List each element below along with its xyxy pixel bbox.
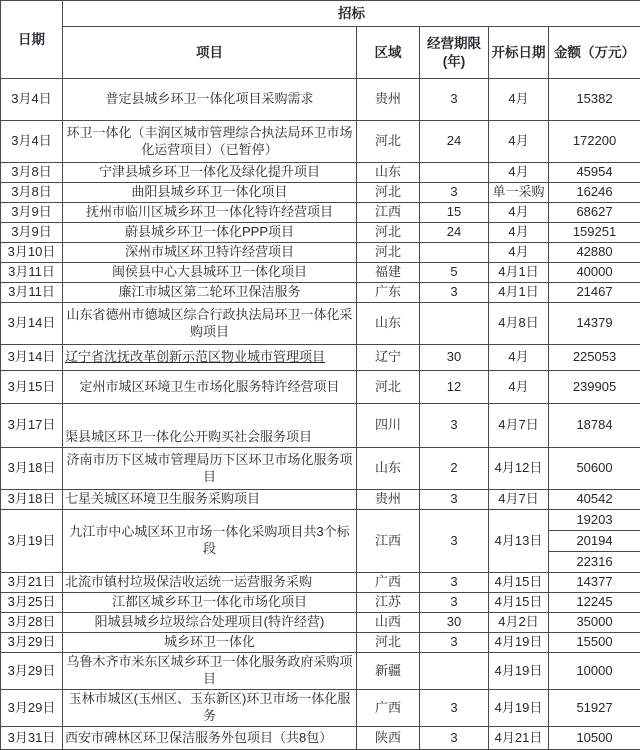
date-cell: 3月19日 [1,510,63,573]
date-cell: 3月4日 [1,79,63,121]
years-cell: 3 [420,593,489,613]
years-cell: 15 [420,203,489,223]
open-date-cell: 4月13日 [489,510,549,573]
table-row [1,283,640,303]
years-cell: 3 [420,404,489,448]
open-date-cell: 4月 [489,163,549,183]
date-cell: 3月15日 [1,371,63,404]
date-cell: 3月11日 [1,283,63,303]
years-cell: 30 [420,613,489,633]
table-row [1,653,640,690]
open-date-cell: 4月19日 [489,653,549,690]
header-columns-row [1,27,640,79]
region-cell: 新疆 [357,653,420,690]
project-cell: 闽侯县中心大县城环卫一体化项目 [63,263,357,283]
date-cell: 3月8日 [1,183,63,203]
open-date-cell: 4月 [489,371,549,404]
project-cell: 辽宁省沈抚改革创新示范区物业城市管理项目 [63,345,357,371]
date-cell: 3月10日 [1,243,63,263]
table-row [1,223,640,243]
region-cell: 陕西 [357,727,420,750]
open-date-cell: 4月 [489,121,549,163]
region-cell: 河北 [357,121,420,163]
open-date-cell: 4月7日 [489,404,549,448]
region-cell: 四川 [357,404,420,448]
date-cell: 3月29日 [1,653,63,690]
table-row [1,613,640,633]
project-cell: 乌鲁木齐市米东区城乡环卫一体化服务政府采购项目 [63,653,357,690]
table-header [1,1,640,79]
open-date-cell: 4月 [489,345,549,371]
table-row [1,490,640,510]
bid-table-body [1,79,640,750]
years-cell: 3 [420,510,489,573]
date-cell: 3月4日 [1,121,63,163]
open-date-cell: 4月8日 [489,303,549,345]
years-cell [420,163,489,183]
years-cell [420,303,489,345]
amount-cell: 15500 [549,633,640,653]
amount-cell: 239905 [549,371,640,404]
open-date-cell: 4月15日 [489,573,549,593]
table-row [1,79,640,121]
date-cell: 3月11日 [1,263,63,283]
date-cell: 3月14日 [1,345,63,371]
table-row [1,163,640,183]
region-cell: 广西 [357,690,420,727]
years-cell: 3 [420,283,489,303]
years-cell: 24 [420,121,489,163]
years-cell: 30 [420,345,489,371]
open-date-column-header: 开标日期 [489,27,549,79]
open-date-cell: 4月15日 [489,593,549,613]
amount-cell: 159251 [549,223,640,243]
years-cell: 3 [420,690,489,727]
years-cell: 2 [420,448,489,490]
region-cell: 山东 [357,303,420,345]
region-column-header: 区域 [357,27,420,79]
region-cell: 福建 [357,263,420,283]
years-cell [420,653,489,690]
project-cell: 西安市碑林区环卫保洁服务外包项目（共8包） [63,727,357,750]
years-cell: 3 [420,573,489,593]
amount-cell: 20194 [549,531,640,552]
open-date-cell: 4月1日 [489,263,549,283]
open-date-cell: 4月21日 [489,727,549,750]
table-row [1,203,640,223]
years-cell [420,243,489,263]
open-date-cell: 4月2日 [489,613,549,633]
project-cell: 普定县城乡环卫一体化项目采购需求 [63,79,357,121]
open-date-cell: 4月7日 [489,490,549,510]
table-row [1,345,640,371]
region-cell: 广东 [357,283,420,303]
amount-cell: 51927 [549,690,640,727]
table-row [1,448,640,490]
project-cell: 城乡环卫一体化 [63,633,357,653]
amount-cell: 45954 [549,163,640,183]
date-cell: 3月28日 [1,613,63,633]
table-row [1,510,640,531]
amount-cell: 40542 [549,490,640,510]
years-column-header: 经营期限(年) [420,27,489,79]
amount-cell: 50600 [549,448,640,490]
project-cell: 曲阳县城乡环卫一体化项目 [63,183,357,203]
project-cell: 环卫一体化（丰润区城市管理综合执法局环卫市场化运营项目）（已暂停） [63,121,357,163]
project-cell: 玉林市城区(玉州区、玉东新区)环卫市场一体化服务 [63,690,357,727]
table-row [1,243,640,263]
open-date-cell: 4月1日 [489,283,549,303]
amount-cell: 18784 [549,404,640,448]
project-cell: 九江市中心城区环卫市场一体化采购项目共3个标段 [63,510,357,573]
region-cell: 江苏 [357,593,420,613]
years-cell: 3 [420,633,489,653]
project-cell: 渠县城区环卫一体化公开购买社会服务项目 [63,404,357,448]
project-cell: 阳城县城乡垃圾综合处理项目(特许经营) [63,613,357,633]
table-row [1,303,640,345]
project-cell: 宁津县城乡环卫一体化及绿化提升项目 [63,163,357,183]
amount-cell: 16246 [549,183,640,203]
table-row [1,371,640,404]
table-row [1,633,640,653]
table-row [1,690,640,727]
amount-cell: 14379 [549,303,640,345]
open-date-cell: 4月 [489,223,549,243]
date-cell: 3月29日 [1,633,63,653]
years-cell: 24 [420,223,489,243]
region-cell: 江西 [357,203,420,223]
project-cell: 北流市镇村垃圾保洁收运统一运营服务采购 [63,573,357,593]
date-cell: 3月25日 [1,593,63,613]
project-cell: 深州市城区环卫特许经营项目 [63,243,357,263]
amount-cell: 10500 [549,727,640,750]
amount-cell: 19203 [549,510,640,531]
region-cell: 江西 [357,510,420,573]
date-cell: 3月9日 [1,203,63,223]
table-row [1,727,640,750]
amount-cell: 42880 [549,243,640,263]
date-cell: 3月8日 [1,163,63,183]
region-cell: 山东 [357,448,420,490]
amount-cell: 12245 [549,593,640,613]
table-row [1,183,640,203]
years-cell: 12 [420,371,489,404]
years-cell: 3 [420,79,489,121]
project-cell: 山东省德州市德城区综合行政执法局环卫一体化采购项目 [63,303,357,345]
years-cell: 3 [420,183,489,203]
open-date-cell: 4月12日 [489,448,549,490]
amount-cell: 14377 [549,573,640,593]
project-cell: 定州市城区环境卫生市场化服务特许经营项目 [63,371,357,404]
amount-cell: 68627 [549,203,640,223]
region-cell: 山西 [357,613,420,633]
date-cell: 3月29日 [1,690,63,727]
region-cell: 河北 [357,371,420,404]
open-date-cell: 4月 [489,79,549,121]
project-cell: 七星关城区环境卫生服务采购项目 [63,490,357,510]
region-cell: 河北 [357,223,420,243]
date-cell: 3月9日 [1,223,63,243]
region-cell: 贵州 [357,490,420,510]
region-cell: 河北 [357,633,420,653]
date-cell: 3月18日 [1,490,63,510]
amount-cell: 15382 [549,79,640,121]
amount-cell: 22316 [549,552,640,573]
table-row [1,573,640,593]
date-cell: 3月14日 [1,303,63,345]
region-cell: 河北 [357,243,420,263]
table-title: 招标 [63,1,640,27]
project-cell: 廉江市城区第二轮环卫保洁服务 [63,283,357,303]
open-date-cell: 4月 [489,203,549,223]
amount-cell: 35000 [549,613,640,633]
table-row [1,593,640,613]
region-cell: 贵州 [357,79,420,121]
project-cell: 蔚县城乡环卫一体化PPP项目 [63,223,357,243]
project-cell: 抚州市临川区城乡环卫一体化特许经营项目 [63,203,357,223]
years-cell: 3 [420,727,489,750]
years-cell: 5 [420,263,489,283]
date-cell: 3月17日 [1,404,63,448]
date-cell: 3月18日 [1,448,63,490]
open-date-cell: 4月19日 [489,690,549,727]
years-cell: 3 [420,490,489,510]
table-row [1,121,640,163]
region-cell: 山东 [357,163,420,183]
region-cell: 广西 [357,573,420,593]
project-cell: 江都区城乡环卫一体化市场化项目 [63,593,357,613]
table-row [1,404,640,448]
amount-cell: 172200 [549,121,640,163]
open-date-cell: 4月19日 [489,633,549,653]
table-row [1,263,640,283]
region-cell: 辽宁 [357,345,420,371]
amount-cell: 40000 [549,263,640,283]
amount-cell: 21467 [549,283,640,303]
open-date-cell: 单一采购 [489,183,549,203]
header-group-row [1,1,640,27]
open-date-cell: 4月 [489,243,549,263]
date-column-header: 日期 [1,1,63,79]
amount-cell: 225053 [549,345,640,371]
region-cell: 河北 [357,183,420,203]
amount-column-header: 金额（万元） [549,27,640,79]
project-cell: 济南市历下区城市管理局历下区环卫市场化服务项目 [63,448,357,490]
amount-cell: 10000 [549,653,640,690]
project-column-header: 项目 [63,27,357,79]
date-cell: 3月21日 [1,573,63,593]
date-cell: 3月31日 [1,727,63,750]
